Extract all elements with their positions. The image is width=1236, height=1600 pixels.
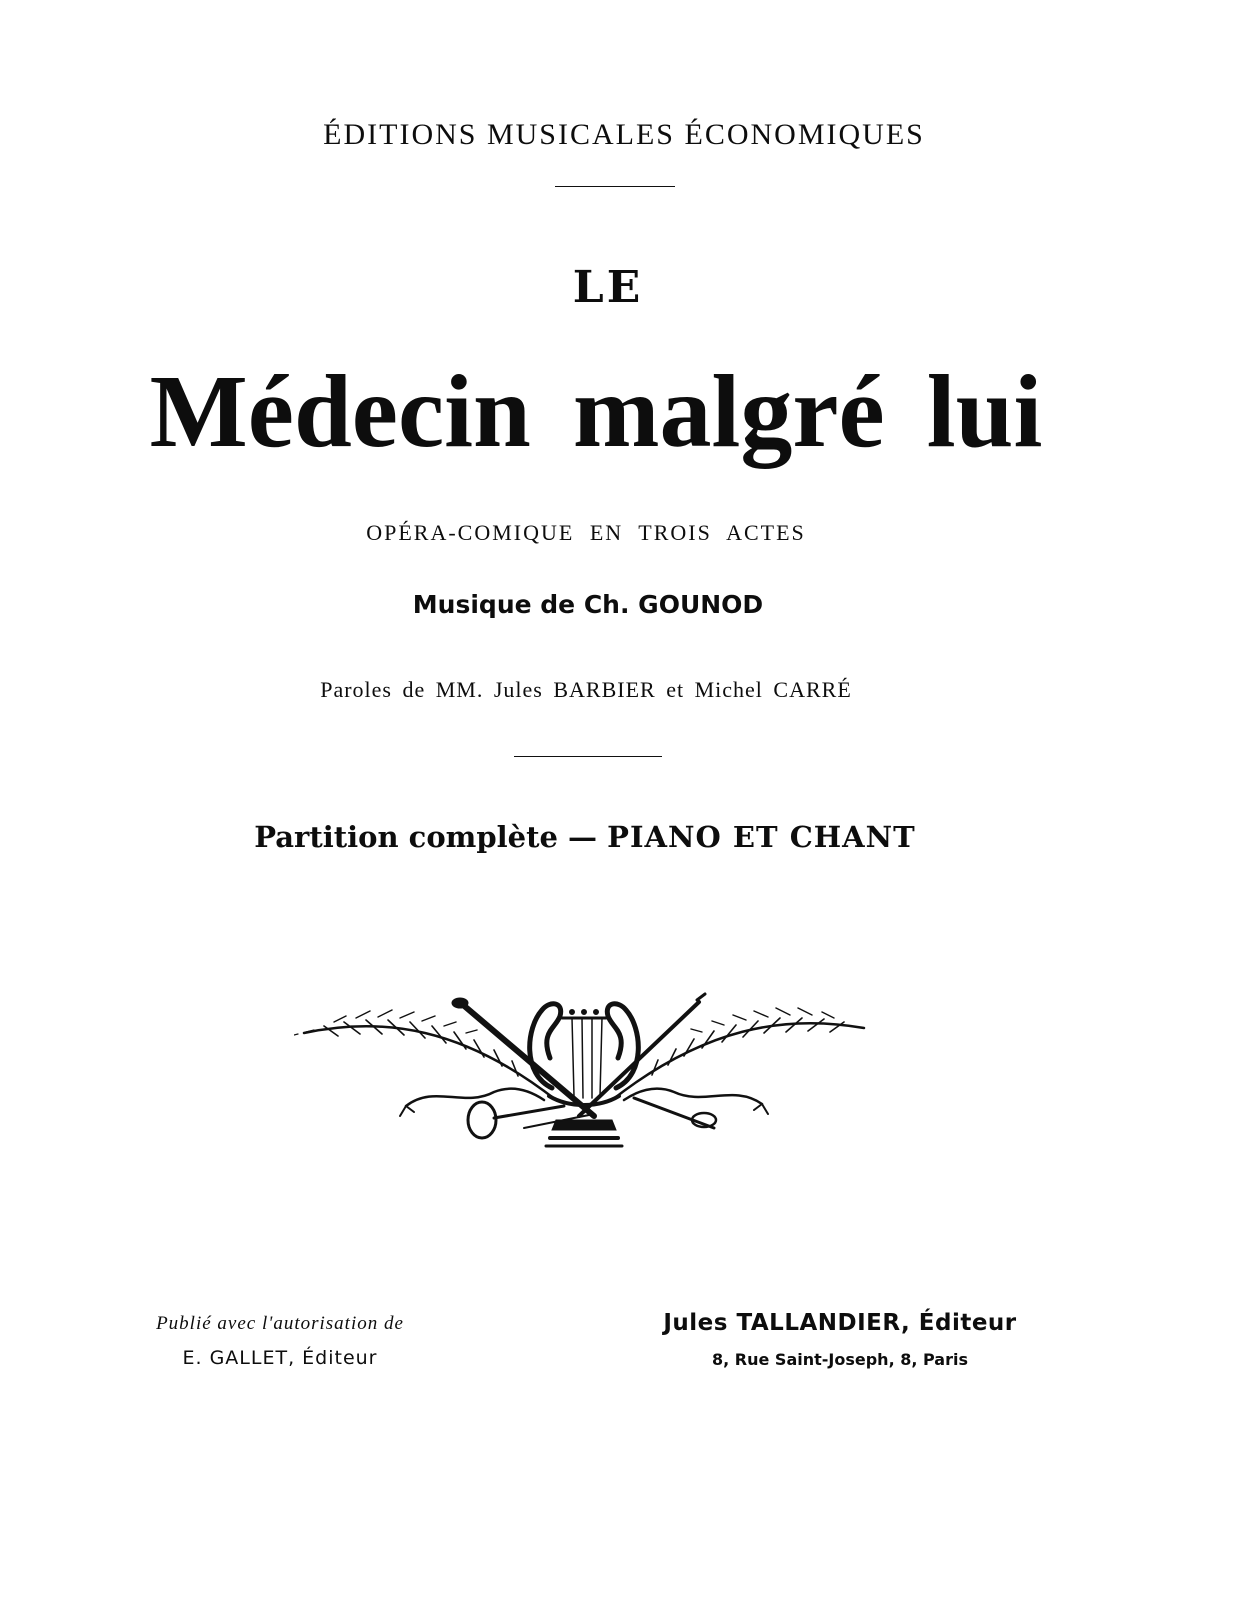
- authorizing-publisher: E. GALLET, Éditeur: [182, 1347, 378, 1369]
- series-title: ÉDITIONS MUSICALES ÉCONOMIQUES: [323, 118, 925, 151]
- lyre-trophy-icon: [294, 988, 874, 1153]
- edition-format: PIANO ET CHANT: [607, 820, 916, 854]
- librettists-line: Paroles de MM. Jules BARBIER et Michel CARRÉ: [320, 677, 852, 702]
- publisher-address: 8, Rue Saint-Joseph, 8, Paris: [712, 1350, 968, 1369]
- genre-line: OPÉRA-COMIQUE EN TROIS ACTES: [366, 520, 806, 545]
- authorization-note: Publié avec l'autorisation de: [156, 1313, 404, 1334]
- main-title: Médecin malgré lui: [149, 354, 1043, 469]
- divider-top: [555, 186, 675, 187]
- edition-prefix: Partition complète —: [254, 820, 598, 854]
- title-article: LE: [572, 262, 644, 313]
- composer-line: Musique de Ch. GOUNOD: [412, 590, 764, 619]
- edition-line: [0, 820, 1203, 854]
- divider-middle: [514, 756, 662, 757]
- publisher-name: Jules TALLANDIER, Éditeur: [663, 1310, 1017, 1336]
